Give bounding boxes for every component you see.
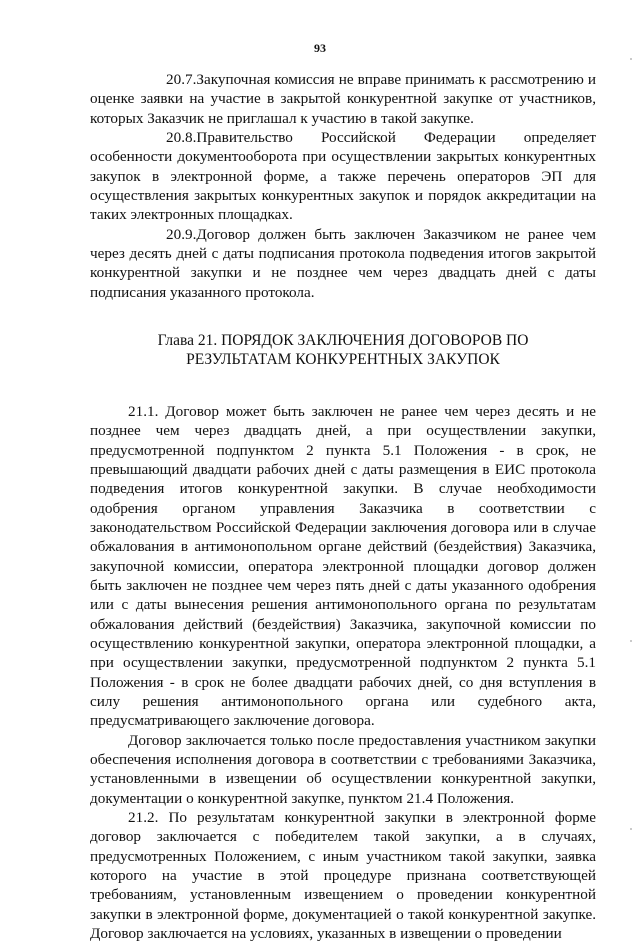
scan-speck [630, 828, 632, 830]
paragraph-contract-security: Договор заключается только после предоставления участником закупки обеспечения исполнения договора в соответствии с требованиями Заказчика, установленными в извещении об осуществлении конкурентной закупки, документации о конкурентной закупке, пунктом 21.4 Положения. [90, 731, 596, 807]
paragraph-21-1: 21.1. Договор может быть заключен не ранее чем через десять и не позднее чем через двадцать дней, а при осуществлении закупки, предусмотренной подпунктом 2 пункта 5.1 Положения - в срок, не превышающий двадцати рабочих дней с даты размещения в ЕИС протокола подведения итогов конкурентной закупки. В случае необходимости одобрения органом управления Заказчика в соответствии с законодательством Российской Федерации заключения договора или в случае обжалования в антимонопольном органе действий (бездействия) Заказчика, закупочной комиссии, оператора электронной площадки договор должен быть заключен не позднее чем через пять дней с даты указанного одобрения или с даты вынесения решения антимонопольного органа по результатам обжалования действий (бездействия) Заказчика, закупочной комиссии по осуществлению конкурентной закупки, оператора электронной площадки, а при осуществлении закупки, предусмотренной подпунктом 2 пункта 5.1 Положения - в срок не более двадцати рабочих дней, со дня вступления в силу решения антимонопольного органа или судебного акта, предусматривающего заключение договора. [90, 402, 596, 730]
page-number: 93 [314, 41, 326, 55]
document-body [90, 70, 596, 943]
clause-text: Правительство Российской Федерации определяет особенности документооборота при осуществлении закрытых конкурентных закупок в электронной форме, а также перечень операторов ЭП для осуществления закрытых конкурентных закупок и порядок аккредитации на таких электронных площадках. [90, 129, 596, 224]
paragraph-20-7 [90, 70, 596, 128]
paragraph-20-8 [90, 128, 596, 225]
clause-number: 20.9. [166, 225, 197, 243]
chapter-heading-line-2: РЕЗУЛЬТАТАМ КОНКУРЕНТНЫХ ЗАКУПОК [186, 351, 500, 369]
scan-speck [630, 640, 632, 642]
clause-text: Закупочная комиссия не вправе принимать к рассмотрению и оценке заявки на участие в закрытой конкурентной закупке от участников, которых Заказчик не приглашал к участию в такой закупке. [90, 71, 596, 127]
paragraph-21-2: 21.2. По результатам конкурентной закупки в электронной форме договор заключается с победителем такой закупки, а в случаях, предусмотренных Положением, с иным участником такой закупки, заявка которого на участие в этой процедуре признана соответствующей требованиям, установленным извещением о проведении конкурентной закупки в электронной форме, документацией о такой конкурентной закупке. Договор заключается на условиях, указанных в извещении о проведении [90, 809, 596, 943]
clause-text: Договор должен быть заключен Заказчиком не ранее чем через десять дней с даты подписания протокола подведения итогов закрытой конкурентной закупки и не позднее чем через двадцать дней с даты подписания указанного протокола. [90, 225, 596, 301]
clause-number: 20.8. [166, 129, 197, 147]
chapter-heading-line-1: Глава 21. ПОРЯДОК ЗАКЛЮЧЕНИЯ ДОГОВОРОВ ПО [157, 332, 529, 350]
scan-speck [630, 58, 632, 60]
clause-number: 20.7. [166, 71, 197, 88]
paragraph-20-9 [90, 225, 596, 302]
chapter-heading [90, 331, 596, 370]
